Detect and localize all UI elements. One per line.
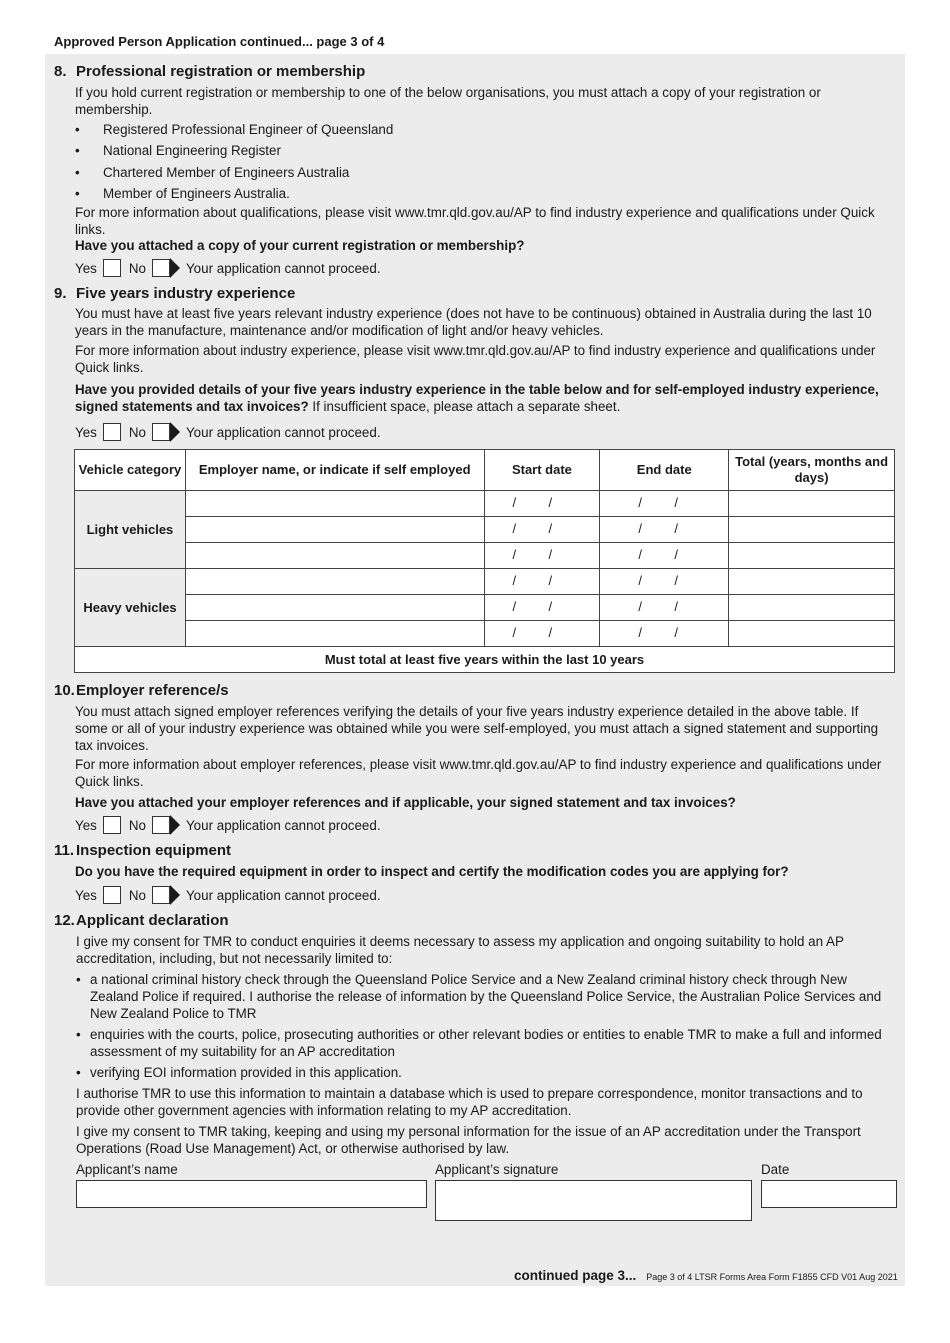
section-8-yes-no xyxy=(75,258,381,278)
arrow-right-icon xyxy=(170,258,180,278)
section-11-number: 11. xyxy=(54,842,75,859)
total-cell[interactable] xyxy=(729,543,895,569)
yes-label: Yes xyxy=(75,887,97,903)
category-heavy-vehicles: Heavy vehicles xyxy=(75,569,186,647)
header-employer: Employer name, or indicate if self employed xyxy=(185,450,484,491)
experience-table xyxy=(74,449,895,673)
section-9-p1: You must have at least five years relevant industry experience (does not have to be continuous) obtained in Australia during the last 10 years in the manufacture, maintenance and/or modification of light and/or heavy vehicles. xyxy=(75,306,872,338)
total-cell[interactable] xyxy=(729,595,895,621)
start-date-cell[interactable]: / / xyxy=(484,517,600,543)
section-10-title xyxy=(54,682,229,699)
total-cell[interactable] xyxy=(729,621,895,647)
list-item: • a national criminal history check through the Queensland Police Service and a New Zealand criminal history check through New Zealand Police if required. I authorise the release of information by the Queensland Police Service, the Australian Police Services and New Zealand Police to TMR xyxy=(76,972,882,1021)
no-label: No xyxy=(128,887,146,903)
category-light-vehicles: Light vehicles xyxy=(75,491,186,569)
yes-label: Yes xyxy=(75,424,97,440)
section-8-question: Have you attached a copy of your current registration or membership? xyxy=(75,238,525,253)
form-meta: Page 3 of 4 LTSR Forms Area Form F1855 CFD V01 Aug 2021 xyxy=(646,1272,898,1282)
applicant-signature-input[interactable] xyxy=(435,1180,752,1221)
yes-checkbox[interactable] xyxy=(103,816,121,834)
section-10-heading: Employer reference/s xyxy=(76,682,229,699)
section-12-p2: I authorise TMR to use this information to maintain a database which is used to prepare correspondence, monitor transactions and to provide other government agencies with information relating to my AP accreditation. xyxy=(76,1086,863,1118)
page-footer xyxy=(514,1268,898,1283)
cannot-proceed-text: Your application cannot proceed. xyxy=(185,887,381,903)
list-item: • National Engineering Register xyxy=(75,143,281,158)
section-12-number: 12. xyxy=(54,912,75,929)
employer-cell[interactable] xyxy=(185,543,484,569)
section-11-yes-no xyxy=(75,885,381,905)
section-8-intro: If you hold current registration or membership to one of the below organisations, you must attach a copy of your registration or membership. xyxy=(75,85,821,117)
total-cell[interactable] xyxy=(729,517,895,543)
list-item: • Member of Engineers Australia. xyxy=(75,186,290,201)
no-checkbox[interactable] xyxy=(152,423,170,441)
table-footer-note: Must total at least five years within the last 10 years xyxy=(75,647,895,673)
list-item: • verifying EOI information provided in this application. xyxy=(76,1065,402,1080)
section-8-title xyxy=(54,63,365,80)
section-10-question: Have you attached your employer references and if applicable, your signed statement and tax invoices? xyxy=(75,795,736,810)
end-date-cell[interactable]: / / xyxy=(600,569,729,595)
section-11-title xyxy=(54,842,231,859)
start-date-cell[interactable]: / / xyxy=(484,569,600,595)
start-date-cell[interactable]: / / xyxy=(484,621,600,647)
header-start-date: Start date xyxy=(484,450,600,491)
list-item: • Chartered Member of Engineers Australia xyxy=(75,165,350,180)
no-checkbox[interactable] xyxy=(152,259,170,277)
section-9-title xyxy=(54,285,295,302)
section-9-p2: For more information about industry experience, please visit www.tmr.qld.gov.au/AP to find industry experience and qualifications under Quick links. xyxy=(75,343,876,375)
section-10-p1: You must attach signed employer references verifying the details of your five years industry experience detailed in the above table. If some or all of your industry experience was obtained while you were self-employed, you must attach a signed statement and supporting tax invoices. xyxy=(75,704,879,753)
yes-checkbox[interactable] xyxy=(103,886,121,904)
section-10-p2: For more information about employer references, please visit www.tmr.qld.gov.au/AP to find industry experience and qualifications under Quick links. xyxy=(75,757,882,789)
no-label: No xyxy=(128,260,146,276)
date-input[interactable] xyxy=(761,1180,897,1208)
arrow-right-icon xyxy=(170,815,180,835)
start-date-cell[interactable]: / / xyxy=(484,595,600,621)
no-label: No xyxy=(128,424,146,440)
table-row xyxy=(75,569,895,595)
continued-text: continued page 3... xyxy=(514,1268,637,1283)
section-10-yes-no xyxy=(75,815,381,835)
total-cell[interactable] xyxy=(729,491,895,517)
cannot-proceed-text: Your application cannot proceed. xyxy=(185,424,381,440)
table-footer-row xyxy=(75,647,895,673)
table-row xyxy=(75,595,895,621)
applicant-signature-label: Applicant’s signature xyxy=(435,1162,559,1177)
applicant-name-input[interactable] xyxy=(76,1180,427,1208)
section-10-number: 10. xyxy=(54,682,75,699)
table-row xyxy=(75,491,895,517)
list-item: • Registered Professional Engineer of Queensland xyxy=(75,122,394,137)
end-date-cell[interactable]: / / xyxy=(600,491,729,517)
yes-checkbox[interactable] xyxy=(103,259,121,277)
table-row xyxy=(75,621,895,647)
applicant-name-label: Applicant’s name xyxy=(76,1162,178,1177)
no-checkbox[interactable] xyxy=(152,816,170,834)
employer-cell[interactable] xyxy=(185,569,484,595)
section-12-p3: I give my consent to TMR taking, keeping and using my personal information for the issue of an AP accreditation under the Transport Operations (Road Use Management) Act, or otherwise authorised by law. xyxy=(76,1124,861,1156)
yes-label: Yes xyxy=(75,260,97,276)
section-8-heading: Professional registration or membership xyxy=(76,63,366,80)
section-12-title xyxy=(54,912,229,929)
header-end-date: End date xyxy=(600,450,729,491)
section-12-heading: Applicant declaration xyxy=(76,912,229,929)
start-date-cell[interactable]: / / xyxy=(484,543,600,569)
section-9-yes-no xyxy=(75,422,381,442)
total-cell[interactable] xyxy=(729,569,895,595)
yes-label: Yes xyxy=(75,817,97,833)
employer-cell[interactable] xyxy=(185,517,484,543)
header-total: Total (years, months and days) xyxy=(729,450,895,491)
end-date-cell[interactable]: / / xyxy=(600,621,729,647)
cannot-proceed-text: Your application cannot proceed. xyxy=(185,817,381,833)
page-header: Approved Person Application continued... page 3 of 4 xyxy=(54,34,385,49)
employer-cell[interactable] xyxy=(185,621,484,647)
section-9-question: Have you provided details of your five years industry experience in the table below and for self-employed industry experience, signed statements and tax invoices? If insufficient space, please attach a separate sheet. xyxy=(75,382,879,414)
cannot-proceed-text: Your application cannot proceed. xyxy=(185,260,381,276)
yes-checkbox[interactable] xyxy=(103,423,121,441)
arrow-right-icon xyxy=(170,885,180,905)
end-date-cell[interactable]: / / xyxy=(600,595,729,621)
start-date-cell[interactable]: / / xyxy=(484,491,600,517)
date-label: Date xyxy=(761,1162,790,1177)
employer-cell[interactable] xyxy=(185,491,484,517)
section-8-number: 8. xyxy=(54,63,67,80)
section-12-p1: I give my consent for TMR to conduct enquiries it deems necessary to assess my application and ongoing suitability to hold an AP accreditation, including, but not necessarily limited to: xyxy=(76,934,844,966)
table-row xyxy=(75,517,895,543)
arrow-right-icon xyxy=(170,422,180,442)
employer-cell[interactable] xyxy=(185,595,484,621)
no-label: No xyxy=(128,817,146,833)
end-date-cell[interactable]: / / xyxy=(600,517,729,543)
list-item: • enquiries with the courts, police, prosecuting authorities or other relevant bodies or entities to enable TMR to make a full and informed assessment of my suitability for an AP accreditation xyxy=(76,1027,882,1059)
section-11-question: Do you have the required equipment in order to inspect and certify the modification codes you are applying for? xyxy=(75,864,789,879)
end-date-cell[interactable]: / / xyxy=(600,543,729,569)
header-vehicle-category: Vehicle category xyxy=(75,450,186,491)
section-9-heading: Five years industry experience xyxy=(76,285,296,302)
section-8-info: For more information about qualifications, please visit www.tmr.qld.gov.au/AP to find industry experience and qualifications under Quick links. xyxy=(75,205,875,237)
table-row xyxy=(75,543,895,569)
section-11-heading: Inspection equipment xyxy=(76,842,232,859)
no-checkbox[interactable] xyxy=(152,886,170,904)
table-header-row xyxy=(75,450,895,491)
section-9-number: 9. xyxy=(54,285,67,302)
